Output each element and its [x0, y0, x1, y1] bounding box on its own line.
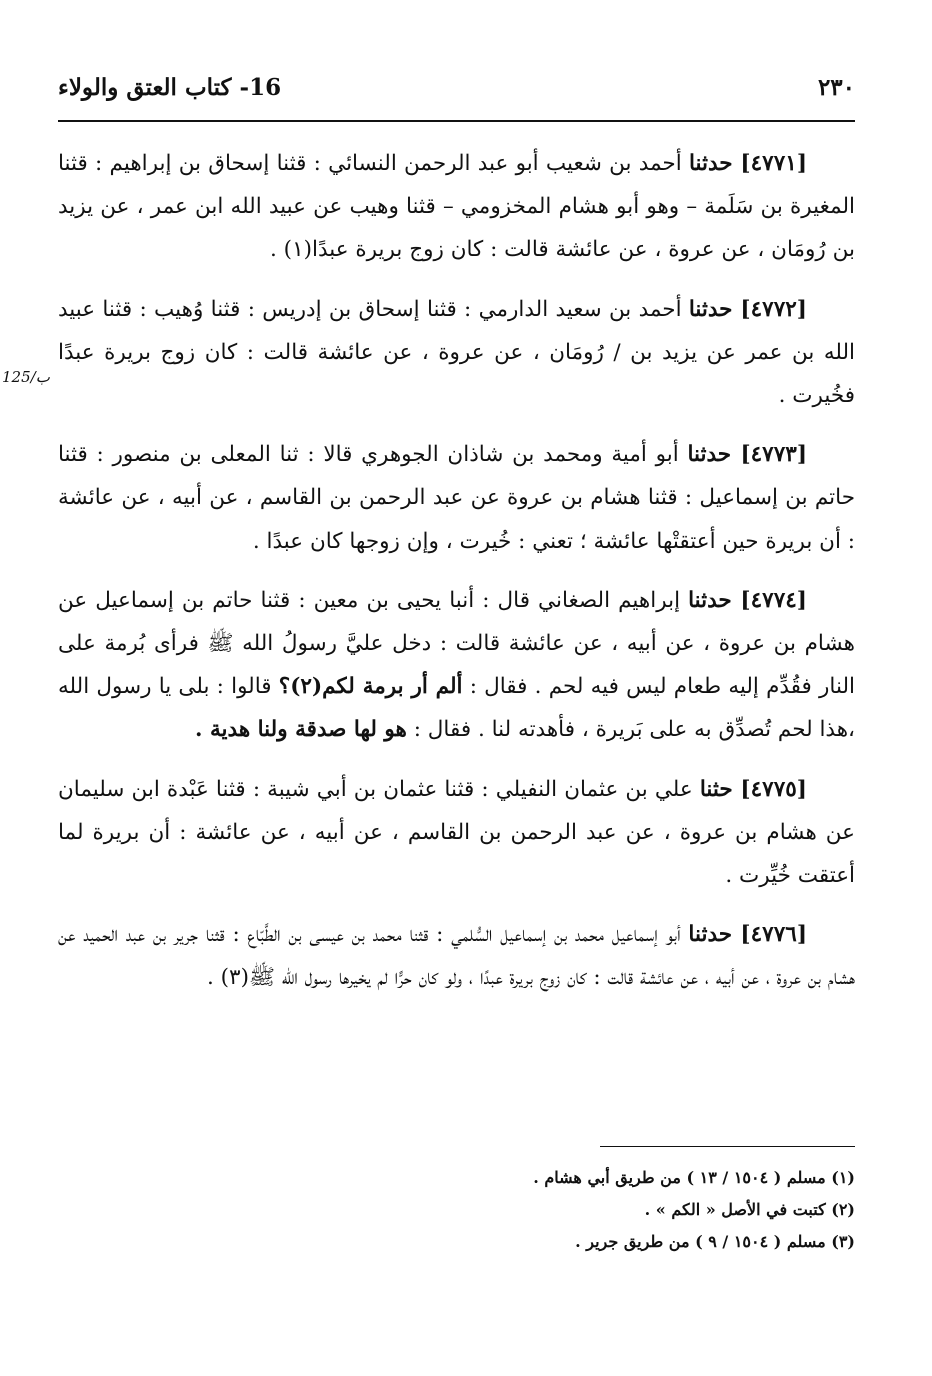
- hadith-number: [٤٧٧٢] حدثنا: [688, 296, 807, 322]
- hadith-number: [٤٧٧٥] حثنا: [699, 776, 807, 802]
- header-rule: [58, 120, 855, 122]
- chapter-title: 16- كتاب العتق والولاء: [58, 74, 282, 101]
- prophet-saying: ألم أر برمة لكم(٢)؟: [278, 674, 463, 700]
- footnotes: [58, 1162, 855, 1258]
- margin-folio-note: 125/ب: [2, 368, 50, 386]
- hadith-4776: [58, 913, 855, 999]
- hadith-text: علي بن عثمان النفيلي : قثنا عثمان بن أبي شيبة : قثنا عَبْدة ابن سليمان عن هشام بن عروة ، عن عبد الرحمن بن القاسم ، عن أبيه ، عن عائشة : أن بريرة لما أعتقت خُيِّرت .: [58, 776, 855, 889]
- page-header: [58, 70, 855, 110]
- hadith-4775: [58, 768, 855, 898]
- hadith-4771: [58, 142, 855, 272]
- footnote: (٣) مسلم ( ١٥٠٤ / ٩ ) من طريق جرير .: [575, 1232, 855, 1251]
- prophet-saying: هو لها صدقة ولنا هدية .: [195, 717, 407, 743]
- footnote: (١) مسلم ( ١٥٠٤ / ١٣ ) من طريق أبي هشام .: [533, 1168, 855, 1187]
- hadith-text-continued: قالوا : بلى يا رسول الله ،هذا لحم تُصدِّق به على بَريرة ، فأهدته لنا . فقال :: [58, 674, 855, 743]
- hadith-text: أبو أمية ومحمد بن شاذان الجوهري قالا : ثنا المعلى بن منصور : قثنا حاتم بن إسماعيل : قثنا هشام بن عروة عن عبد الرحمن بن القاسم ، عن أبيه ، عن عائشة : أن بريرة حين أعتقتْها عائشة ؛ تعني : خُيرت ، وإن زوجها كان عبدًا .: [58, 442, 855, 554]
- hadith-body: [58, 142, 855, 1016]
- page-number: ٢٣٠: [817, 74, 855, 101]
- footnote: (٢) كتبت في الأصل « الكم » .: [644, 1200, 855, 1219]
- hadith-4773: [58, 433, 855, 563]
- hadith-number: [٤٧٧٣] حدثنا: [687, 442, 808, 468]
- hadith-text: أحمد بن شعيب أبو عبد الرحمن النسائي : قثنا إسحاق بن إبراهيم : قثنا المغيرة بن سَلَمة – وهو أبو هشام المخزومي – قثنا وهيب عن عبيد الله ابن عمر ، عن يزيد بن رُومَان ، عن عروة ، عن عائشة قالت : كان زوج بريرة عبدًا(١) .: [58, 151, 855, 263]
- hadith-number: [٤٧٧٦] حدثنا: [688, 922, 807, 948]
- hadith-text: أبو إسماعيل محمد بن إسماعيل السُّلمي : قثنا محمد بن عيسى بن الطَّبّاع : قثنا جرير بن عبد الحميد عن هشام بن عروة ، عن أبيه ، عن عائشة قالت : كان زوج بريرة عبدًا ، ولو كان حرًّا لم يخيرها رسول الله ﷺ(٣) .: [58, 922, 855, 991]
- hadith-text: إبراهيم الصغاني قال : أنبا يحيى بن معين : قثنا حاتم بن إسماعيل عن هشام بن عروة ، عن أبيه ، عن عائشة قالت : دخل عليَّ رسولُ الله ﷺ فرأى بُرمة على النار فقُدِّم إليه طعام ليس فيه لحم . فقال :: [58, 587, 855, 700]
- hadith-4774: [58, 579, 855, 752]
- hadith-text: أحمد بن سعيد الدارمي : قثنا إسحاق بن إدريس : قثنا وُهيب : قثنا عبيد الله بن عمر عن يزيد بن / رُومَان ، عن عروة ، عن عائشة قالت : كان زوج بريرة عبدًا فخُيرت .: [58, 296, 855, 409]
- hadith-number: [٤٧٧١] حدثنا: [688, 151, 807, 176]
- hadith-number: [٤٧٧٤] حدثنا: [688, 587, 807, 613]
- hadith-4772: [58, 288, 855, 418]
- footnote-rule: [600, 1146, 855, 1147]
